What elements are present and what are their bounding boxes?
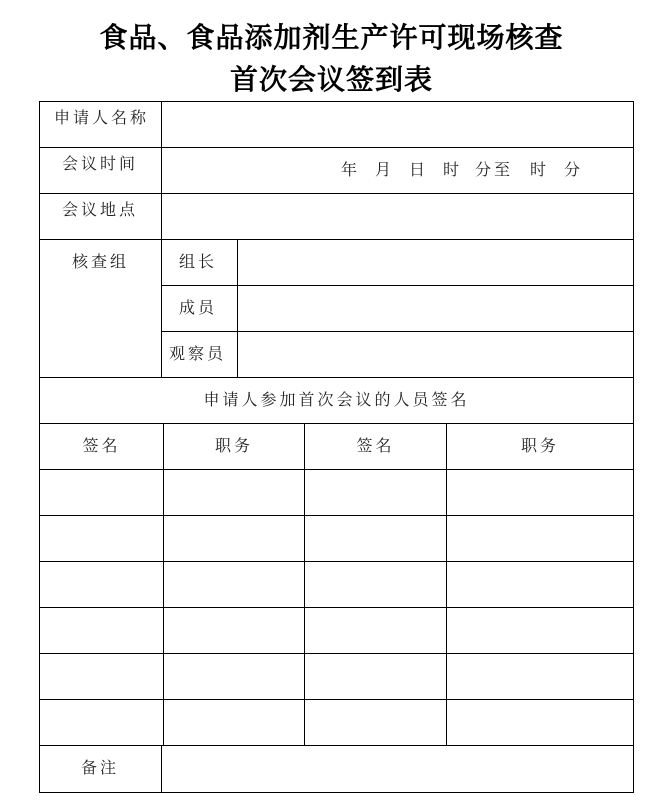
hour2-unit: 时 <box>530 160 550 179</box>
signature-row[interactable] <box>40 470 633 515</box>
minute-to-unit: 分至 <box>475 160 514 179</box>
month-unit: 月 <box>375 160 395 179</box>
attendees-header: 申请人参加首次会议的人员签名 <box>203 390 470 409</box>
team-member-label: 成员 <box>179 298 218 317</box>
minute2-unit: 分 <box>564 160 584 179</box>
signature-row[interactable] <box>40 516 633 561</box>
meeting-time-field[interactable] <box>162 148 633 193</box>
row-divider <box>39 377 634 378</box>
col-header-sign-1: 签名 <box>82 436 121 455</box>
remarks-label: 备注 <box>81 758 120 777</box>
team-label: 核查组 <box>72 252 130 271</box>
col-header-sign-2: 签名 <box>356 436 395 455</box>
team-member-field[interactable] <box>238 286 633 331</box>
hour-unit: 时 <box>443 160 463 179</box>
row-divider <box>39 423 634 424</box>
day-unit: 日 <box>409 160 429 179</box>
col-header-title-2: 职务 <box>520 436 559 455</box>
observer-field[interactable] <box>238 332 633 377</box>
team-leader-field[interactable] <box>238 240 633 285</box>
signature-row[interactable] <box>40 654 633 699</box>
meeting-time-label: 会议时间 <box>62 154 139 173</box>
meeting-place-label: 会议地点 <box>62 200 139 219</box>
meeting-place-field[interactable] <box>162 194 633 239</box>
applicant-name-field[interactable] <box>162 102 633 147</box>
form-title-line2: 首次会议签到表 <box>229 63 433 96</box>
year-unit: 年 <box>341 160 361 179</box>
table-border-right <box>633 101 634 793</box>
observer-label: 观察员 <box>169 344 227 363</box>
form-title-line1: 食品、食品添加剂生产许可现场核查 <box>99 21 564 54</box>
signature-row[interactable] <box>40 700 633 745</box>
col-header-title-1: 职务 <box>214 436 253 455</box>
table-border-bottom <box>39 792 634 793</box>
signature-row[interactable] <box>40 608 633 653</box>
team-leader-label: 组长 <box>179 252 218 271</box>
applicant-name-label: 申请人名称 <box>54 108 150 127</box>
remarks-field[interactable] <box>162 746 633 792</box>
signature-row[interactable] <box>40 562 633 607</box>
